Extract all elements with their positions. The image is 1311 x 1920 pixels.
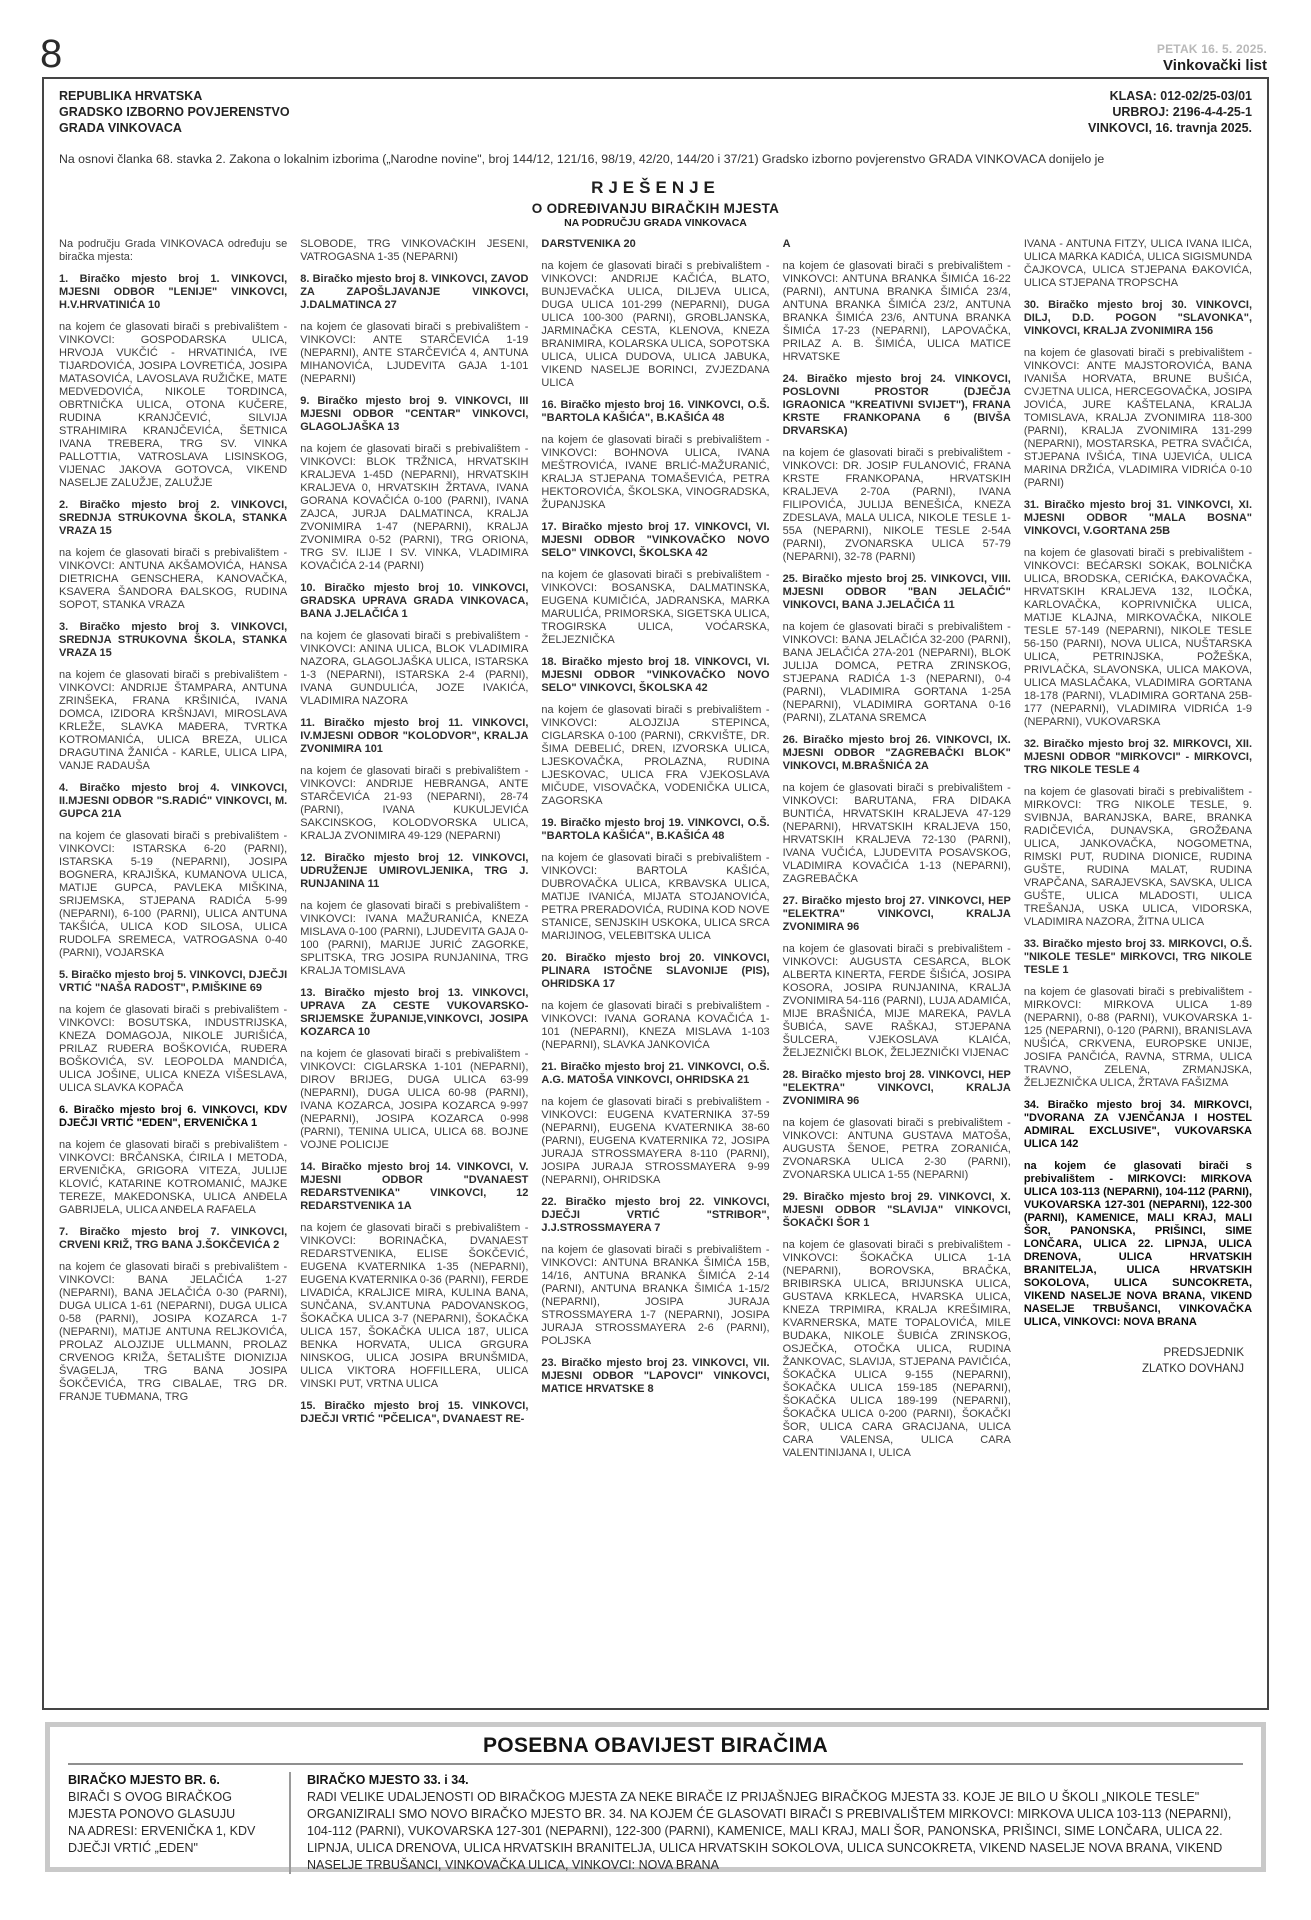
document-header	[59, 88, 1252, 136]
notice-left-line: NA ADRESI: ERVENIČKA 1, KDV	[68, 1824, 256, 1838]
voter-streets-paragraph: SLOBODE, TRG VINKOVAČKIH JESENI, VATROGASNA 1-35 (NEPARNI)	[300, 238, 529, 263]
issue-date: PETAK 16. 5. 2025.	[1156, 42, 1267, 56]
publication-name: Vinkovački list	[1163, 57, 1267, 74]
polling-station-heading: 16. Biračko mjesto broj 16. VINKOVCI, O.Š. "BARTOLA KAŠIĆA", B.KAŠIĆA 48	[541, 399, 770, 424]
voter-streets-paragraph: na kojem će glasovati birači s prebivalištem - VINKOVCI: BARTOLA KAŠIĆA, DUBROVAČKA ULICA, KRBAVSKA ULICA, MATIJE IVANIĆA, MIJATA STOJANOVIĆA, PETRA PRERADOVIĆA, RUDINA KOD NOVE STANICE, SENJSKIH USKOKA, ULICA SRCA MARIJINOG, VELEBITSKA ULICA	[541, 852, 770, 942]
page-number: 8	[40, 32, 63, 76]
polling-station-heading: 3. Biračko mjesto broj 3. VINKOVCI, SREDNJA STRUKOVNA ŠKOLA, STANKA VRAZA 15	[59, 621, 288, 659]
place-date-line: VINKOVCI, 16. travnja 2025.	[1088, 121, 1252, 135]
voter-streets-paragraph: na kojem će glasovati birači s prebivalištem - VINKOVCI: ANDRIJE KAČIĆA, BLATO, BUNJEVAČKA ULICA, DILJEVA ULICA, DUGA ULICA 101-299 (NEPARNI), DUGA ULICA 100-300 (PARNI), GROBLJANSKA, JARMINAČKA CESTA, KLENOVA, KNEZA BRANIMIRA, KOLARSKA ULICA, SOPOTSKA ULICA, ULICA DUDOVA, ULICA JABUKA, VIKEND NASELJE BORINCI, ZVJEZDANA ULICA	[541, 260, 770, 389]
voter-streets-paragraph: na kojem će glasovati birači s prebivalištem - VINKOVCI: BLOK TRŽNICA, HRVATSKIH KRALJEVA 1-45D (NEPARNI), HRVATSKIH KRALJEVA 0, HRVATSKIH ŽRTAVA, IVANA GORANA KOVAČIĆA 0-100 (PARNI), IVANA ZAJCA, JURJA DALMATINCA, KRALJA ZVONIMIRA 1-47 (NEPARNI), KRALJA ZVONIMIRA 0-52 (PARNI), TRG ORIONA, TRG SV. ILIJE I SV. VINKA, VLADIMIRA KOVAČIĆA 2-14 (PARNI)	[300, 443, 529, 572]
voter-streets-paragraph: IVANA - ANTUNA FITZY, ULICA IVANA ILIĆA, ULICA MARKA KADIĆA, ULICA SIGISMUNDA ČAJKOVCA, ULICA STJEPANA ĐAKOVIĆA, ULICA STJEPANA TROPSCHA	[1023, 238, 1252, 289]
notice-left-text	[68, 1789, 273, 1857]
voter-streets-paragraph: na kojem će glasovati birači s prebivalištem - VINKOVCI: BANA JELAČIĆA 32-200 (PARNI), BANA JELAČIĆA 27A-201 (NEPARNI), BLOK JULIJA DOMCA, PETRA ZRINSKOG, STJEPANA RADIĆA 1-3 (NEPARNI), 0-4 (PARNI), VLADIMIRA GORTANA 1-25A (NEPARNI), VLADIMIRA GORTANA 0-16 (PARNI), ZLATANA SREMCA	[782, 621, 1011, 724]
polling-station-heading: 34. Biračko mjesto broj 34. MIRKOVCI, "DVORANA ZA VJENČANJA I HOSTEL ADMIRAL EXCLUSIVE", VUKOVARSKA ULICA 142	[1023, 1099, 1252, 1150]
polling-station-heading: 14. Biračko mjesto broj 14. VINKOVCI, V. MJESNI ODBOR "DVANAEST REDARSTVENIKA" VINKOVCI, 12 REDARSTVENIKA 1A	[300, 1161, 529, 1212]
notice-left-line: DJEČJI VRTIĆ „EDEN"	[68, 1841, 198, 1855]
signature-name: ZLATKO DOVHANJ	[1141, 1363, 1245, 1375]
voter-streets-paragraph: na kojem će glasovati birači s prebivalištem - VINKOVCI: EUGENA KVATERNIKA 37-59 (NEPARNI), EUGENA KVATERNIKA 38-60 (PARNI), EUGENA KVATERNIKA 72, JOSIPA JURAJA STROSSMAYERA 8-110 (PARNI), JOSIPA JURAJA STROSSMAYERA 9-99 (NEPARNI), OHRIDSKA	[541, 1096, 770, 1186]
document-subtitle: O ODREĐIVANJU BIRAČKIH MJESTA	[531, 201, 780, 216]
voter-streets-paragraph: na kojem će glasovati birači s prebivalištem - VINKOVCI: ANTUNA BRANKA ŠIMIĆA 16-22 (PARNI), ANTUNA BRANKA ŠIMIĆA 23/4, ANTUNA BRANKA ŠIMIĆA 23/2, ANTUNA BRANKA ŠIMIĆA 23/6, ANTUNA BRANKA ŠIMIĆA 17-23 (NEPARNI), LAPOVAČKA, PRILAZ A. B. ŠIMIĆA, ULICA MATICE HRVATSKE	[782, 260, 1011, 363]
polling-station-heading: 18. Biračko mjesto broj 18. VINKOVCI, VI. MJESNI ODBOR "VINKOVAČKO NOVO SELO" VINKOVCI, ŠKOLSKA 42	[541, 656, 770, 694]
voter-streets-paragraph: na kojem će glasovati birači s prebivalištem - VINKOVCI: ANDRIJE ŠTAMPARA, ANTUNA ZRINŠEKA, FRANA KRŠINIĆA, IVANA DOMCA, IZIDORA KRŠNJAVI, MIROSLAVA KRLEŽE, SLAVKA MAĐERA, TVRTKA KOTROMANIĆA, ULICA BREZA, ULICA DRAGUTINA ŽANIĆA - KARLE, ULICA LIPA, VANJE RADAUŠA	[59, 669, 288, 772]
voter-streets-paragraph: na kojem će glasovati birači s prebivalištem - VINKOVCI: ANTE MAJSTOROVIĆA, BANA IVANIŠA HORVATA, BRUNE BUŠIĆA, CVJETNA ULICA, HERCEGOVAČKA, JOSIPA JOVIĆA, JURE KAŠTELANA, KRALJA TOMISLAVA, KRALJA ZVONIMIRA 118-300 (PARNI), KRALJA ZVONIMIRA 131-299 (NEPARNI), MOSTARSKA, PETRA SVAČIĆA, STJEPANA IVŠIĆA, TINA UJEVIĆA, ULICA MARINA DRŽIĆA, VLADIMIRA VIDRIĆA 0-10 (PARNI)	[1023, 347, 1252, 489]
text-column-5	[1024, 238, 1252, 1734]
polling-station-heading: 26. Biračko mjesto broj 26. VINKOVCI, IX. MJESNI ODBOR "ZAGREBAČKI BLOK" VINKOVCI, M.BRAŠNIĆA 2A	[782, 734, 1011, 772]
polling-station-heading: 32. Biračko mjesto broj 32. MIRKOVCI, XII. MJESNI ODBOR "MIRKOVCI" - MIRKOVCI, TRG NIKOLE TESLE 4	[1023, 738, 1252, 776]
polling-station-heading: DARSTVENIKA 20	[541, 238, 636, 250]
polling-station-heading: 8. Biračko mjesto broj 8. VINKOVCI, ZAVOD ZA ZAPOŠLJAVANJE VINKOVCI, J.DALMATINCA 27	[300, 273, 529, 311]
voter-streets-paragraph: na kojem će glasovati birači s prebivalištem - VINKOVCI: ANTE STARČEVIĆA 1-19 (NEPARNI), ANTE STARČEVIĆA 4, ANTUNA MIHANOVIĆA, LJUDEVITA GAJA 1-101 (NEPARNI)	[300, 321, 529, 385]
voter-streets-paragraph: na kojem će glasovati birači s prebivalištem - VINKOVCI: ANTUNA BRANKA ŠIMIĆA 15B, 14/16, ANTUNA BRANKA ŠIMIĆA 2-14 (PARNI), ANTUNA BRANKA ŠIMIĆA 1-15/2 (NEPARNI), JOSIPA JURAJA STROSSMAYERA 1-7 (NEPARNI), JOSIPA JURAJA STROSSMAYERA 2-6 (PARNI), POLJSKA	[541, 1244, 770, 1347]
klasa-line: KLASA: 012-02/25-03/01	[1109, 89, 1252, 103]
voter-streets-paragraph: na kojem će glasovati birači s prebivalištem - VINKOVCI: ANTUNA AKŠAMOVIĆA, HANSA DIETRICHA GENSCHERA, KANOVAČKA, KSAVERA ŠANDORA ĐALSKOG, RUDINA SOPOT, STANKA VRAZA	[59, 547, 288, 611]
polling-station-heading: 31. Biračko mjesto broj 31. VINKOVCI, XI. MJESNI ODBOR "MALA BOSNA" VINKOVCI, V.GORTANA 25B	[1023, 499, 1252, 537]
issue-info	[1157, 42, 1267, 74]
voter-streets-paragraph: na kojem će glasovati birači s prebivalištem - VINKOVCI: GOSPODARSKA ULICA, HRVOJA VUKČIĆ - HRVATINIĆA, IVE TIJARDOVIĆA, JOSIPA LOVRETIĆA, JOSIPA MATASOVIĆA, LAVOSLAVA RUŽIČKE, MATE MEDVEDOVIĆA, NIKOLE TORDINCA, OBRTNIČKA ULICA, OTONA KUČERE, RUDINA KRANJČEVIĆ, SILVIJA STRAHIMIRA KRANJČEVIĆA, ŠETNICA IVANA TREBERA, TRG SV. VINKA PALLOTTIA, VATROSLAVA LISINSKOG, VIJENAC JAKOVA GOTOVCA, VIKEND NASELJE ZALUŽJE, ZALUŽJE	[59, 321, 288, 489]
notice-right-heading: BIRAČKO MJESTO 33. i 34.	[307, 1773, 469, 1787]
polling-station-heading: 17. Biračko mjesto broj 17. VINKOVCI, VI. MJESNI ODBOR "VINKOVAČKO NOVO SELO" VINKOVCI, ŠKOLSKA 42	[541, 521, 770, 559]
polling-station-heading: 28. Biračko mjesto broj 28. VINKOVCI, HEP "ELEKTRA" VINKOVCI, KRALJA ZVONIMIRA 96	[782, 1069, 1011, 1107]
issuer-line: GRADA VINKOVACA	[59, 121, 182, 135]
voter-streets-paragraph: na kojem će glasovati birači s prebivalištem - VINKOVCI: ALOJZIJA STEPINCA, CIGLARSKA 0-100 (PARNI), CRKVIŠTE, DR. ŠIMA DEBELIĆ, DREN, IZVORSKA ULICA, LJESKOVAČKA, PROLAZNA, RUDINA LJESKOVAC, ULICA FRA VJEKOSLAVA MIČUDE, VISOVAČKA, VODENIČKA ULICA, ZAGORSKA	[541, 704, 770, 807]
issuer-line: REPUBLIKA HRVATSKA	[59, 89, 203, 103]
legal-basis-paragraph: Na osnovi članka 68. stavka 2. Zakona o lokalnim izborima („Narodne novine", broj 144/12, 121/16, 98/19, 42/20, 144/20 i 37/21) Gradsko izborno povjerenstvo GRADA VINKOVACA donijelo je	[59, 152, 1105, 166]
notice-left-heading: BIRAČKO MJESTO BR. 6.	[68, 1773, 220, 1787]
polling-station-heading: 4. Biračko mjesto broj 4. VINKOVCI, II.MJESNI ODBOR "S.RADIĆ" VINKOVCI, M. GUPCA 21A	[59, 782, 288, 820]
signature-role: PREDSJEDNIK	[1163, 1347, 1245, 1359]
voter-streets-paragraph: na kojem će glasovati birači s prebivalištem - VINKOVCI: BRČANSKA, ĆIRILA I METODA, ERVENIČKA, GRIGORA VITEZA, JULIJE KLOVIĆ, KATARINE KOTROMANIĆ, MAJKE TEREZE, MAKEDONSKA, ULICA ANĐELA GABRIJELA, ULICA ANĐELA RAFAELA	[59, 1139, 288, 1216]
voter-streets-paragraph: na kojem će glasovati birači s prebivalištem - VINKOVCI: ANINA ULICA, BLOK VLADIMIRA NAZORA, GLAGOLJAŠKA ULICA, ISTARSKA 1-3 (NEPARNI), ISTARSKA 2-4 (PARNI), IVANA GUNDULIĆA, JOZE IVAKIĆA, VLADIMIRA NAZORA	[300, 630, 529, 707]
notice-left-line: MJESTA PONOVO GLASUJU	[68, 1807, 236, 1821]
polling-station-heading: 22. Biračko mjesto broj 22. VINKOVCI, DJEČJI VRTIĆ "STRIBOR", J.J.STROSSMAYERA 7	[541, 1196, 770, 1234]
notice-polling-place-33-34	[291, 1772, 1243, 1874]
notice-right-text: RADI VELIKE UDALJENOSTI OD BIRAČKOG MJESTA ZA NEKE BIRAČE IZ PRIJAŠNJEG BIRAČKOG MJESTA 33. KOJE JE BILO U ŠKOLI „NIKOLE TESLE" ORGANIZIRALI SMO NOVO BIRAČKO MJESTO BR. 34. NA KOJEM ĆE GLASOVATI BIRAČI S PREBIVALIŠTEM MIRKOVCI: MIRKOVA ULICA 103-113 (NEPARNI), 104-112 (PARNI), VUKOVARSKA 127-301 (NEPARNI), 122-300 (PARNI), KAMENICE, MALI KRAJ, MALI ŠOR, PANONSKA, PRIŠINCI, SIME LONČARA, ULICA 22. LIPNJA, ULICA DRENOVA, ULICA HRVATSKIH BRANITELJA, ULICA HRVATSKIH SOKOLOVA, ULICA SUNCOKRETA, VIKEND NASELJE NOVA BRANA, VIKEND NASELJE TRBUŠANCI, VINKOVAČKA ULICA, VINKOVCI: NOVA BRANA	[307, 1790, 1232, 1872]
document-title: RJEŠENJE	[591, 178, 720, 197]
voter-streets-paragraph: na kojem će glasovati birači s prebivalištem - VINKOVCI: BARUTANA, FRA DIDAKA BUNTIĆA, HRVATSKIH KRALJEVA 47-129 (NEPARNI), HRVATSKIH KRALJEVA 150, HRVATSKIH KRALJEVA 72-130 (PARNI), IVANA VUČIĆA, LJUDEVITA POSAVSKOG, VLADIMIRA KOVAČIĆA 1-13 (NEPARNI), ZAGREBAČKA	[782, 782, 1011, 885]
polling-station-heading: 12. Biračko mjesto broj 12. VINKOVCI, UDRUŽENJE UMIROVLJENIKA, TRG J. RUNJANINA 11	[300, 852, 529, 890]
notice-left-line: BIRAČI S OVOG BIRAČKOG	[68, 1790, 232, 1804]
voter-streets-paragraph: na kojem će glasovati birači s prebivalištem - VINKOVCI: BOSUTSKA, INDUSTRIJSKA, KNEZA DOMAGOJA, NIKOLE JURIŠIĆA, PRILAZ RUĐERA BOŠKOVIĆA, RUĐERA BOŠKOVIĆA, SV. LEOPOLDA MANDIĆA, ULICA JOŠINE, ULICA KNEZA VIŠESLAVA, ULICA SLAVKA KOPAČA	[59, 1004, 288, 1094]
title-block	[59, 178, 1252, 229]
issuer-line: GRADSKO IZBORNO POVJERENSTVO	[59, 105, 290, 119]
voter-streets-paragraph: na kojem će glasovati birači s prebivalištem - VINKOVCI: AUGUSTA CESARCA, BLOK ALBERTA KINERTA, FERDE ŠIŠIĆA, JOSIPA KOSORA, JOSIPA RUNJANINA, KRALJA ZVONIMIRA 54-116 (PARNI), LUJA ADAMIĆA, MIJE BRAŠNIĆA, MIJE MAREKA, PAVLA ŠUBIĆA, SAVE RAŠKAJ, STJEPANA ŠULCERA, VJEKOSLAVA KLAIĆA, ŽELJEZNIČKI BLOK, ŽELJEZNIČKI VIJENAC	[782, 943, 1011, 1059]
voter-streets-paragraph: na kojem će glasovati birači s prebivalištem - VINKOVCI: BORINAČKA, DVANAEST REDARSTVENIKA, ELISE ŠOKČEVIĆ, EUGENA KVATERNIKA 1-35 (NEPARNI), EUGENA KVATERNIKA 0-36 (PARNI), FERDE LIVADIĆA, KRALJICE MIRA, KULINA BANA, SUNČANA, SV.ANTUNA PADOVANSKOG, ŠOKAČKA ULICA 3-7 (NEPARNI), ŠOKAČKA ULICA 157, ŠOKAČKA ULICA 187, ULICA BENKA HORVATA, ULICA GRGURA NINSKOG, ULICA JOSIPA BRUNŠMIDA, ULICA VIKTORA HOFFILLERA, ULICA VINSKI PUT, VRTNA ULICA	[300, 1222, 529, 1390]
voter-streets-paragraph: na kojem će glasovati birači s prebivalištem - VINKOVCI: ISTARSKA 6-20 (PARNI), ISTARSKA 5-19 (NEPARNI), JOSIPA BOGNERA, KRAJIŠKA, KUMANOVA ULICA, MATIJE GUPCA, PAVLEKA MIŠKINA, SRIJEMSKA, STJEPANA RADIĆA 5-99 (NEPARNI), 6-100 (PARNI), ULICA ANTUNA TAKŠIĆA, ULICA KOD SILOSA, ULICA RUDOLFA SREMECA, VATROGASNA 0-40 (PARNI), VOJARSKA	[59, 830, 288, 959]
polling-station-heading: 20. Biračko mjesto broj 20. VINKOVCI, PLINARA ISTOČNE SLAVONIJE (PIS), OHRIDSKA 17	[541, 952, 770, 990]
notice-title: POSEBNA OBAVIJEST BIRAČIMA	[483, 1734, 828, 1757]
polling-station-heading: 2. Biračko mjesto broj 2. VINKOVCI, SREDNJA STRUKOVNA ŠKOLA, STANKA VRAZA 15	[59, 499, 288, 537]
voter-streets-paragraph: na kojem će glasovati birači s prebivalištem - VINKOVCI: ANDRIJE HEBRANGA, ANTE STARČEVIĆA 21-93 (NEPARNI), 28-74 (PARNI), IVANA KUKULJEVIĆA SAKCINSKOG, KOLODVORSKA ULICA, KRALJA ZVONIMIRA 49-129 (NEPARNI)	[300, 765, 529, 842]
document-subtitle-2: NA PODRUČJU GRADA VINKOVACA	[564, 217, 747, 229]
special-notice-box	[45, 1722, 1266, 1872]
issuer-block	[59, 88, 290, 136]
polling-stations-columns	[59, 238, 1252, 1734]
polling-station-heading: 29. Biračko mjesto broj 29. VINKOVCI, X. MJESNI ODBOR "SLAVIJA" VINKOVCI, ŠOKAČKI ŠOR 1	[782, 1191, 1011, 1229]
polling-station-heading: 11. Biračko mjesto broj 11. VINKOVCI, IV.MJESNI ODBOR "KOLODVOR", KRALJA ZVONIMIRA 101	[300, 717, 529, 755]
voter-streets-paragraph: na kojem će glasovati birači s prebivalištem - VINKOVCI: ANTUNA GUSTAVA MATOŠA, AUGUSTA ŠENOE, PETRA ZORANIĆA, ZVONARSKA ULICA 2-30 (PARNI), ZVONARSKA ULICA 1-55 (NEPARNI)	[782, 1117, 1011, 1181]
voter-streets-paragraph: na kojem će glasovati birači s prebivalištem - VINKOVCI: IVANA GORANA KOVAČIĆA 1-101 (NEPARNI), KNEZA MISLAVA 1-103 (NEPARNI), SLAVKA JANKOVIĆA	[541, 1000, 770, 1051]
voter-streets-paragraph: na kojem će glasovati birači s prebivalištem - VINKOVCI: DR. JOSIP FULANOVIĆ, FRANA KRSTE FRANKOPANA, HRVATSKIH KRALJEVA 2-70A (PARNI), IVANA FILIPOVIĆA, JULIJA BENEŠIĆA, KNEZA ZDESLAVA, MALA ULICA, NIKOLE TESLE 1-55A (NEPARNI), NIKOLE TESLE 2-54A (PARNI), ZVONARSKA ULICA 57-79 (NEPARNI), 32-78 (PARNI)	[782, 447, 1011, 563]
polling-station-heading: 15. Biračko mjesto broj 15. VINKOVCI, DJEČJI VRTIĆ "PČELICA", DVANAEST RE-	[300, 1400, 529, 1425]
voter-streets-paragraph: na kojem će glasovati birači s prebivalištem - VINKOVCI: BANA JELAČIĆA 1-27 (NEPARNI), BANA JELAČIĆA 0-30 (PARNI), DUGA ULICA 1-61 (NEPARNI), DUGA ULICA 0-58 (PARNI), JOSIPA KOZARCA 1-7 (NEPARNI), MATIJE ANTUNA RELJKOVIĆA, PROLAZ ALOJZIJE ULLMANN, PROLAZ CRVENOG KRIŽA, ŠETALIŠTE DIONIZIJA ŠVAGELJA, TRG BANA JOSIPA ŠOKČEVIĆA, TRG CIBALAE, TRG DR. FRANJE TUĐMANA, TRG	[59, 1261, 288, 1403]
polling-station-heading: 24. Biračko mjesto broj 24. VINKOVCI, POSLOVNI PROSTOR (DJEČJA IGRAONICA "KREATIVNI SVIJET"), FRANA KRSTE FRANKOPANA 6 (BIVŠA DRVARSKA)	[782, 373, 1011, 437]
polling-station-heading: 33. Biračko mjesto broj 33. MIRKOVCI, O.Š. "NIKOLE TESLE" MIRKOVCI, TRG NIKOLE TESLE 1	[1023, 938, 1252, 976]
text-column-1	[59, 238, 287, 1734]
urbroj-line: URBROJ: 2196-4-4-25-1	[1112, 105, 1252, 119]
reference-block	[1088, 88, 1252, 136]
signature-block	[1024, 1345, 1252, 1377]
polling-station-heading: 25. Biračko mjesto broj 25. VINKOVCI, VIII. MJESNI ODBOR "BAN JELAČIĆ" VINKOVCI, BANA J.JELAČIĆA 11	[782, 573, 1011, 611]
masthead	[40, 26, 1267, 74]
voter-streets-paragraph: na kojem će glasovati birači s prebivalištem - VINKOVCI: BEĆARSKI SOKAK, BOLNIČKA ULICA, BRODSKA, CERIĆKA, ĐAKOVAČKA, HRVATSKIH KRALJEVA 132, ILOČKA, KARLOVAČKA, KOPRIVNIČKA ULICA, MATIJE KLAJNA, MIRKOVAČKA, NIKOLE TESLE 57-149 (NEPARNI), NIKOLE TESLE 56-150 (PARNI), NOVA ULICA, NUŠTARSKA ULICA, PETRINJSKA, POŽEŠKA, PRIVLAČKA, SLAVONSKA, ULICA MAKOVA, ULICA MASLAČAKA, VLADIMIRA GORTANA 18-178 (PARNI), VLADIMIRA GORTANA 25B-177 (NEPARNI), VLADIMIRA VIDRIĆA 1-9 (NEPARNI), VUKOVARSKA	[1023, 547, 1252, 728]
polling-station-heading: 6. Biračko mjesto broj 6. VINKOVCI, KDV DJEČJI VRTIĆ "EDEN", ERVENIČKA 1	[59, 1104, 288, 1129]
notice-divider	[68, 1763, 1243, 1765]
polling-station-heading: 13. Biračko mjesto broj 13. VINKOVCI, UPRAVA ZA CESTE VUKOVARSKO-SRIJEMSKE ŽUPANIJE,VINKOVCI, JOSIPA KOZARCA 10	[300, 987, 529, 1038]
decision-document	[42, 77, 1269, 1710]
voter-streets-paragraph: Na području Grada VINKOVACA određuju se biračka mjesta:	[59, 238, 288, 263]
voter-streets-paragraph: na kojem će glasovati birači s prebivalištem - VINKOVCI: BOHNOVA ULICA, IVANA MEŠTROVIĆA, IVANE BRLIĆ-MAŽURANIĆ, KRALJA STJEPANA TOMAŠEVIĆA, PETRA HEKTOROVIĆA, ŠKOLSKA, VINOGRADSKA, ŽUPANJSKA	[541, 434, 770, 511]
polling-station-heading: 10. Biračko mjesto broj 10. VINKOVCI, GRADSKA UPRAVA GRADA VINKOVACA, BANA J.JELAČIĆA 1	[300, 582, 529, 620]
polling-station-heading: 23. Biračko mjesto broj 23. VINKOVCI, VII. MJESNI ODBOR "LAPOVCI" VINKOVCI, MATICE HRVATSKE 8	[541, 1357, 770, 1395]
voter-streets-paragraph: na kojem će glasovati birači s prebivalištem - VINKOVCI: CIGLARSKA 1-101 (NEPARNI), DIROV BRIJEG, DUGA ULICA 63-99 (NEPARNI), DUGA ULICA 60-98 (PARNI), IVANA KOZARCA, JOSIPA KOZARCA 9-997 (NEPARNI), JOSIPA KOZARCA 0-998 (PARNI), TENINA ULICA, ULICA 68. BOJNE VOJNE POLICIJE	[300, 1048, 529, 1151]
text-column-4	[783, 238, 1011, 1734]
text-column-2	[300, 238, 528, 1734]
text-column-3	[541, 238, 769, 1734]
polling-station-heading: 30. Biračko mjesto broj 30. VINKOVCI, DILJ, D.D. POGON "SLAVONKA", VINKOVCI, KRALJA ZVONIMIRA 156	[1023, 299, 1252, 337]
polling-station-heading: 1. Biračko mjesto broj 1. VINKOVCI, MJESNI ODBOR "LENIJE" VINKOVCI, H.V.HRVATINIĆA 10	[59, 273, 288, 311]
polling-station-heading: 21. Biračko mjesto broj 21. VINKOVCI, O.Š. A.G. MATOŠA VINKOVCI, OHRIDSKA 21	[541, 1061, 770, 1086]
polling-station-heading: A	[782, 238, 791, 250]
voter-streets-paragraph: na kojem će glasovati birači s prebivalištem - MIRKOVCI: MIRKOVA ULICA 1-89 (NEPARNI), 0-88 (PARNI), VUKOVARSKA 1-125 (NEPARNI), 0-120 (PARNI), BRANISLAVA NUŠIĆA, CRKVENA, EUROPSKE UNIJE, JOSIFA PANČIĆA, RAVNA, STRMA, ULICA TRAVNO, ZELENA, ZRMANJSKA, ŽELJEZNIČKA ULICA, ŽRTAVA FAŠIZMA	[1023, 986, 1252, 1089]
polling-station-heading: 27. Biračko mjesto broj 27. VINKOVCI, HEP "ELEKTRA" VINKOVCI, KRALJA ZVONIMIRA 96	[782, 895, 1011, 933]
polling-station-heading: 19. Biračko mjesto broj 19. VINKOVCI, O.Š. "BARTOLA KAŠIĆA", B.KAŠIĆA 48	[541, 817, 770, 842]
polling-station-heading: 5. Biračko mjesto broj 5. VINKOVCI, DJEČJI VRTIĆ "NAŠA RADOST", P.MIŠKINE 69	[59, 969, 288, 994]
polling-station-heading: 7. Biračko mjesto broj 7. VINKOVCI, CRVENI KRIŽ, TRG BANA J.ŠOKČEVIĆA 2	[59, 1226, 288, 1251]
notice-body	[68, 1772, 1243, 1874]
voter-streets-paragraph: na kojem će glasovati birači s prebivalištem - MIRKOVCI: MIRKOVA ULICA 103-113 (NEPARNI), 104-112 (PARNI), VUKOVARSKA 127-301 (NEPARNI), 122-300 (PARNI), KAMENICE, MALI KRAJ, MALI ŠOR, PANONSKA, PRIŠINCI, SIME LONČARA, ULICA 22. LIPNJA, ULICA DRENOVA, ULICA HRVATSKIH BRANITELJA, ULICA HRVATSKIH SOKOLOVA, ULICA SUNCOKRETA, VIKEND NASELJE NOVA BRANA, VIKEND NASELJE TRBUŠANCI, VINKOVAČKA ULICA, VINKOVCI: NOVA BRANA	[1023, 1160, 1252, 1328]
voter-streets-paragraph: na kojem će glasovati birači s prebivalištem - VINKOVCI: BOSANSKA, DALMATINSKA, EUGENA KUMIČIĆA, JADRANSKA, MARKA MARULIĆA, PRIMORSKA, SIGETSKA ULICA, TROGIRSKA ULICA, VOĆARSKA, ŽELJEZNIČKA	[541, 569, 770, 646]
voter-streets-paragraph: na kojem će glasovati birači s prebivalištem - VINKOVCI: IVANA MAŽURANIĆA, KNEZA MISLAVA 0-100 (PARNI), LJUDEVITA GAJA 0-100 (PARNI), MARIJE JURIĆ ZAGORKE, SPLITSKA, TRG JOSIPA RUNJANINA, TRG KRALJA TOMISLAVA	[300, 900, 529, 977]
voter-streets-paragraph: na kojem će glasovati birači s prebivalištem - VINKOVCI: ŠOKAČKA ULICA 1-1A (NEPARNI), BOROVSKA, BRAČKA, BRIBIRSKA ULICA, BRIJUNSKA ULICA, GUSTAVA KRKLECA, HVARSKA ULICA, KNEZA TRPIMIRA, KRALJA KREŠIMIRA, KVARNERSKA, MATE TOPALOVIĆA, MILE BUDAKA, NIKOLE ŠUBIĆA ZRINSKOG, OSJEČKA, OTOČKA ULICA, RUDINA ŽANKOVAC, SLAVIJA, STJEPANA PAVIČIĆA, ŠOKAČKA ULICA 9-155 (NEPARNI), ŠOKAČKA ULICA 159-185 (NEPARNI), ŠOKAČKA ULICA 189-199 (NEPARNI), ŠOKAČKA ULICA 0-200 (PARNI), ŠOKAČKI ŠOR, ULICA CARA GRACIJANA, ULICA CARA VALENSA, ULICA CARA VALENTINIJANA I, ULICA	[782, 1239, 1011, 1459]
voter-streets-paragraph: na kojem će glasovati birači s prebivalištem - MIRKOVCI: TRG NIKOLE TESLE, 9. SVIBNJA, BARANJSKA, BARE, BRANKA RADIČEVIĆA, DUNAVSKA, GROŽĐANA ULICA, JANKOVAČKA, NOGOMETNA, RIMSKI PUT, RUDINA DIONICE, RUDINA GUŠTE, RUDINA MALAT, RUDINA VRAPČANA, SARAJEVSKA, SAVSKA, ULICA GUŠTE, ULICA MLADOSTI, ULICA TREŠANJA, USKA ULICA, VIDORSKA, VLADIMIRA NAZORA, ŽITNA ULICA	[1023, 786, 1252, 928]
notice-polling-place-6	[68, 1772, 291, 1874]
polling-station-heading: 9. Biračko mjesto broj 9. VINKOVCI, III MJESNI ODBOR "CENTAR" VINKOVCI, GLAGOLJAŠKA 13	[300, 395, 529, 433]
